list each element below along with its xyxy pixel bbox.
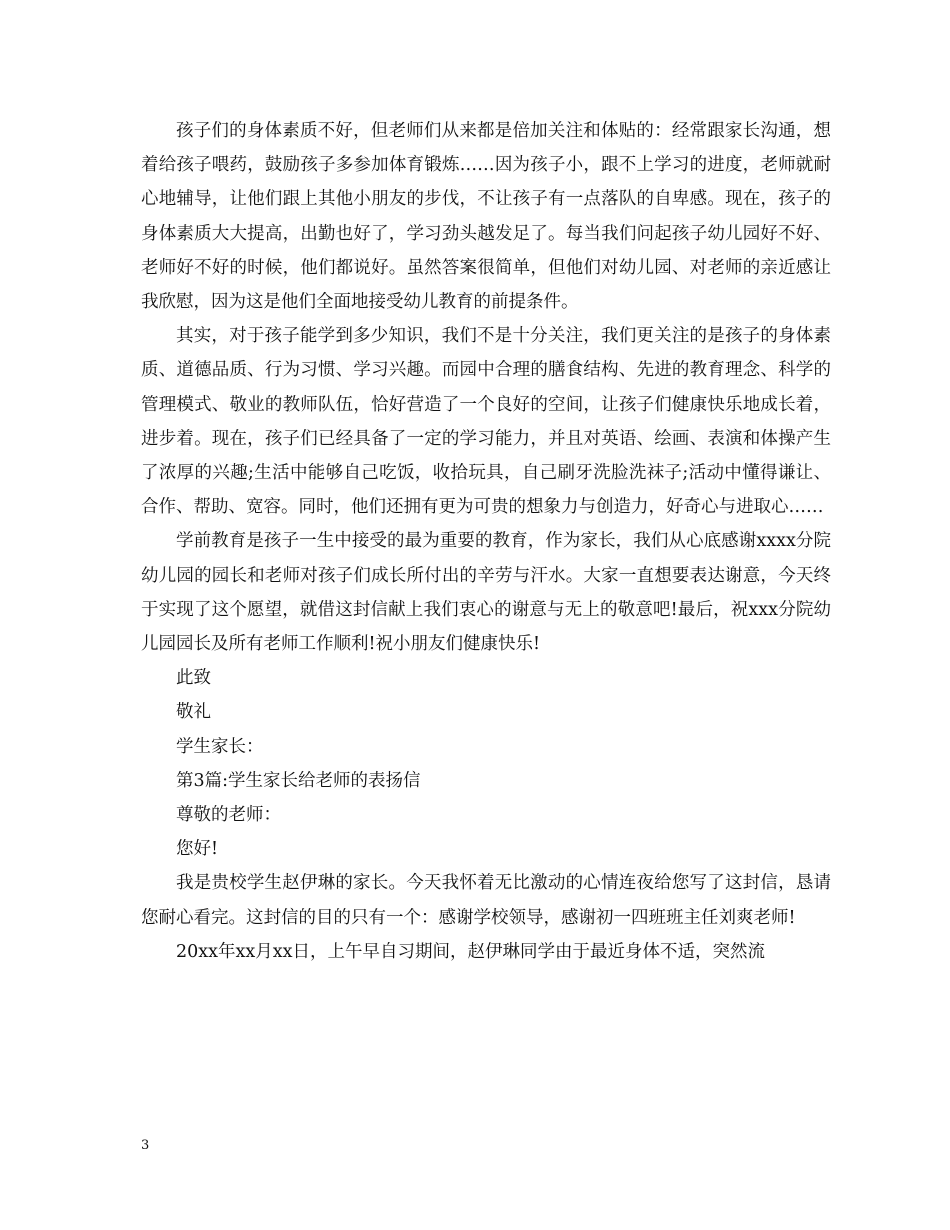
page-number: 3 — [141, 1138, 150, 1153]
closing-jing-li: 敬礼 — [176, 702, 211, 723]
paragraph-letter-event: 20xx年xx月xx日，上午早自习期间，赵伊琳同学由于最近身体不适，突然流 — [176, 941, 765, 962]
letter-greeting: 您好! — [176, 839, 219, 860]
paragraph-learning-focus: 其实，对于孩子能学到多少知识，我们不是十分关注，我们更关注的是孩子的身体素质、道德品质、行为习惯、学习兴趣。而园中合理的膳食结构、先进的教育理念、科学的管理模式、敬业的教师队伍，恰好营造了一个良好的空间，让孩子们健康快乐地成长着，进步着。现在，孩子们已经具备了一定的学习能力，并且对英语、绘画、表演和体操产生了浓厚的兴趣;生活中能够自己吃饭，收拾玩具，自己刷牙洗脸洗袜子;活动中懂得谦让、合作、帮助、宽容。同时，他们还拥有更为可贵的想象力与创造力，好奇心与进取心…… — [141, 326, 831, 518]
paragraph-gratitude: 学前教育是孩子一生中接受的最为重要的教育，作为家长，我们从心底感谢xxxx分院幼儿园的园长和老师对孩子们成长所付出的辛劳与汗水。大家一直想要表达谢意，今天终于实现了这个愿望，就借这封信献上我们衷心的谢意与无上的敬意吧!最后，祝xxx分院幼儿园园长及所有老师工作顺利!祝小朋友们健康快乐! — [141, 531, 831, 655]
closing-ci-zhi: 此致 — [176, 668, 211, 689]
document-body — [141, 114, 831, 969]
closing-signature: 学生家长： — [176, 736, 264, 757]
section-title: 第3篇:学生家长给老师的表扬信 — [176, 770, 421, 791]
paragraph-children-health: 孩子们的身体素质不好，但老师们从来都是倍加关注和体贴的：经常跟家长沟通，想着给孩子喂药，鼓励孩子多参加体育锻炼……因为孩子小，跟不上学习的进度，老师就耐心地辅导，让他们跟上其他小朋友的步伐，不让孩子有一点落队的自卑感。现在，孩子的身体素质大大提高，出勤也好了，学习劲头越发足了。每当我们问起孩子幼儿园好不好、老师好不好的时候，他们都说好。虽然答案很简单，但他们对幼儿园、对老师的亲近感让我欣慰，因为这是他们全面地接受幼儿教育的前提条件。 — [141, 121, 831, 313]
paragraph-letter-intro: 我是贵校学生赵伊琳的家长。今天我怀着无比激动的心情连夜给您写了这封信，恳请您耐心看完。这封信的目的只有一个：感谢学校领导，感谢初一四班班主任刘爽老师! — [141, 873, 831, 928]
letter-salutation: 尊敬的老师： — [176, 805, 281, 826]
